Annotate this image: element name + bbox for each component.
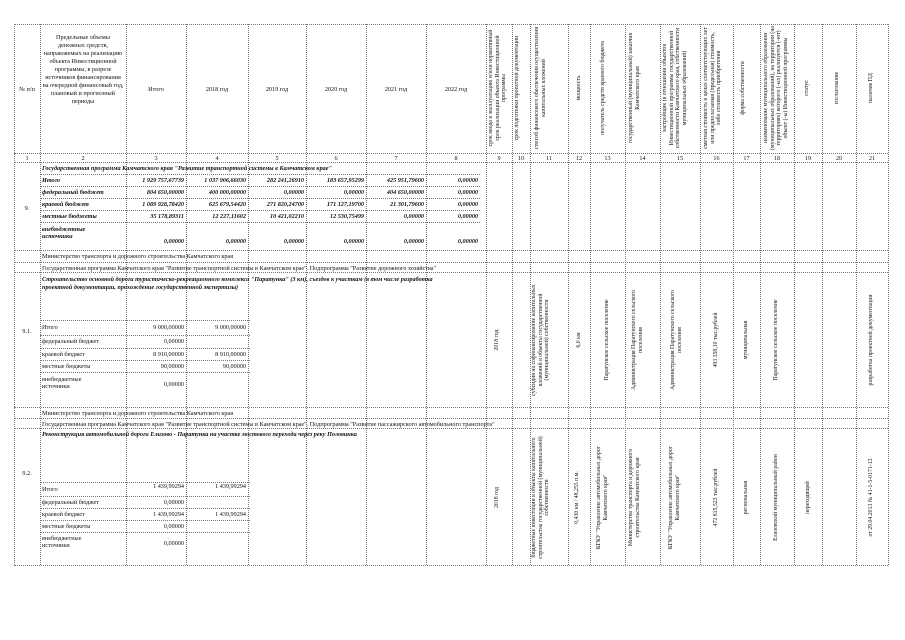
section-9-cell: 271 820,24700	[266, 201, 304, 208]
col-num: 4	[215, 155, 219, 162]
section-9-2-cell: 1 439,99294	[153, 483, 184, 490]
header-col20: согласование	[834, 71, 840, 105]
section-9-2-ownership: региональная	[743, 480, 749, 515]
section-9-cell: 21 301,79600	[389, 201, 424, 208]
header-col18: наименование муниципального образования (муниципальных образований), на территории (на территориях) которого (-ых) реализуется (-ют) объект (-ы) Инвестиционной программы	[763, 26, 789, 150]
section-9-row-label: Итого	[42, 177, 61, 184]
section-9-2-municipality: Елизовский муниципальный район	[773, 454, 779, 541]
col-num: 10	[517, 155, 525, 162]
section-9-number: 9.	[24, 205, 30, 212]
section-9-1-recipient: Паратунское сельское поселение	[604, 299, 610, 381]
section-9-1-ownership: муниципальная	[743, 320, 749, 360]
section-9-1-cell: 90,00000	[160, 363, 184, 370]
section-9-cell: 0,00000	[403, 238, 424, 245]
section-9-cell: 10 421,02210	[269, 213, 304, 220]
section-9-2-cell: 0,00000	[163, 540, 184, 547]
section-9-cell: 0,00000	[225, 238, 246, 245]
section-9-2-design-docs: от 29.04.2013 № 41-1-5-0171-13	[868, 458, 874, 537]
col-num: 1	[25, 155, 29, 162]
col-num: 8	[454, 155, 458, 162]
col-num: 20	[835, 155, 843, 162]
header-2021: 2021 год	[384, 86, 408, 93]
section-9-1-row-label: федеральный бюджет	[42, 338, 99, 345]
section-9-cell: 0,00000	[343, 238, 364, 245]
header-col14: государственный (муниципальный) заказчик Камчатского края	[628, 32, 641, 144]
section-9-row-label: краевой бюджет	[42, 201, 89, 208]
col-num: 13	[604, 155, 611, 162]
section-9-cell: 400 000,00000	[208, 189, 246, 196]
section-9-row-label: федеральный бюджет	[42, 189, 104, 196]
col-num: 6	[334, 155, 338, 162]
header-col11: способ финансового обеспечения осуществления капитальных вложений	[534, 27, 547, 149]
header-2020: 2020 год	[324, 86, 348, 93]
header-col10: срок подготовки проектной документации	[514, 35, 520, 141]
section-9-2-term: 2018 год	[494, 487, 500, 508]
header-col15: застройщик (в отношении объектов Инвестиционной программы государственной собственности Камчатского края, собственности муниципальных образований)	[662, 27, 688, 149]
section-9-1-number: 9.1.	[22, 328, 32, 335]
col-num: 9	[497, 155, 501, 162]
section-9-2-cell: 0,00000	[163, 523, 184, 530]
col-num: 2	[81, 155, 85, 162]
section-9-cell: 625 679,54420	[208, 201, 246, 208]
section-9-cell: 1 089 928,78420	[142, 201, 184, 208]
section-9-1-cell: 8 910,00000	[153, 351, 184, 358]
section-9-cell: 12 530,75499	[329, 213, 364, 220]
section-9-2-row-label: внебюджетные источники	[42, 535, 82, 549]
section-9-1-term: 2018 год	[494, 329, 500, 351]
section-9-2-title: Реконструкция автомобильной дороги Елизово - Паратунка на участке мостового перехода через реку Половинка	[42, 431, 357, 438]
section-9-cell: 35 178,89311	[150, 213, 184, 220]
program-line-2: Государственная программа Камчатского края "Развитие транспортной системы в Камчатском крае". Подпрограмма "Развитие пассажирского автомобильного транспорта"	[42, 421, 495, 428]
section-9-cell: 0,00000	[163, 238, 184, 245]
section-9-1-cell: 8 910,00000	[215, 351, 246, 358]
section-9-2-developer: КГКУ "Управление автомобильных дорог Камчатского края"	[668, 445, 681, 550]
section-9-cell: 404 650,00000	[386, 189, 424, 196]
section-9-2-cost: 472 815,523 тыс.рублей	[713, 468, 719, 527]
section-9-2-cell: 0,00000	[163, 499, 184, 506]
section-9-2-recipient: КГКУ "Управление автомобильных дорог Камчатского края"	[596, 445, 609, 550]
section-9-2-cell: 1 439,99294	[215, 483, 246, 490]
section-9-cell: 0,00000	[403, 213, 424, 220]
col-num: 3	[154, 155, 158, 162]
section-9-2-row-label: местные бюджеты	[42, 523, 91, 530]
section-9-2-cell: 1 439,99294	[215, 511, 246, 518]
header-num: № п/п	[19, 86, 35, 93]
col-num: 21	[868, 155, 876, 162]
col-num: 17	[743, 155, 750, 162]
header-col19: статус	[804, 80, 810, 96]
header-col9: срок ввода в эксплуатацию и/или нормативный срок реализации объекта Инвестиционной программы	[488, 29, 507, 147]
section-9-2-status: переходящий	[805, 481, 811, 514]
header-col12: мощность	[576, 75, 582, 101]
section-9-row-label: внебюджетные источники	[42, 226, 86, 240]
section-9-1-row-label: краевой бюджет	[42, 351, 85, 358]
section-9-2-cell: 1 439,99294	[153, 511, 184, 518]
section-9-title: Государственная программа Камчатского края "Развитие транспортной системы в Камчатском крае"	[42, 165, 332, 172]
section-9-2-row-label: Итого	[42, 486, 58, 493]
section-9-row-label: местные бюджеты	[42, 213, 97, 220]
header-funding: Предельные объемы денежных средств, направляемых на реализацию объекта Инвестиционной программы, в разрезе источников финансирования на очередной финансовый год, плановый и прогнозный периоды	[42, 34, 124, 105]
col-num: 5	[275, 155, 279, 162]
col-num: 15	[676, 155, 684, 162]
section-9-2-row-label: краевой бюджет	[42, 511, 85, 518]
section-9-1-capacity: 6,0 км	[576, 332, 582, 348]
col-num: 19	[804, 155, 812, 162]
section-9-cell: 425 951,79600	[386, 177, 424, 184]
section-9-cell: 183 657,95299	[326, 177, 364, 184]
section-9-1-row-label: внебюджетные источники	[42, 376, 82, 390]
col-num: 14	[639, 155, 646, 162]
section-9-cell: 0,00000	[343, 189, 364, 196]
header-col16: сметная стоимость в ценах соответствующих лет или предполагаемая (предельная) стоимость, либо стоимость приобретения	[703, 27, 722, 149]
section-9-1-row-label: местные бюджеты	[42, 363, 91, 370]
section-9-cell: 12 227,11602	[212, 213, 246, 220]
ministry-line-1: Министерство транспорта и дорожного строительства Камчатского края	[42, 253, 234, 260]
header-2022: 2022 год	[444, 86, 468, 93]
section-9-1-cell: 90,00000	[222, 363, 246, 370]
section-9-1-cost: 493 358,10 тыс.рублей	[713, 312, 719, 368]
col-num: 11	[546, 155, 552, 162]
section-9-cell: 0,00000	[457, 177, 478, 184]
section-9-1-customer: Администрация Паратунского сельского поселения	[631, 289, 644, 391]
section-9-1-title: Строительство основной дороги туристическо-рекреационного комплекса "Паратунка" (3 км), съездов к участкам (в том числе разработка проектной документации, прохождение государственной экспертизы)	[42, 276, 433, 291]
section-9-cell: 0,00000	[457, 213, 478, 220]
section-9-1-design-docs: разработка проектной документации	[868, 294, 874, 386]
section-9-2-row-label: федеральный бюджет	[42, 499, 99, 506]
section-9-cell: 171 127,19700	[326, 201, 364, 208]
section-9-cell: 0,00000	[457, 238, 478, 245]
header-total: Итого	[148, 86, 164, 93]
section-9-2-capacity: 0,430 км / 48,255 п.м.	[574, 471, 580, 524]
section-9-cell: 0,00000	[283, 238, 304, 245]
section-9-cell: 0,00000	[457, 189, 478, 196]
section-9-1-developer: Администрация Паратунского сельского поселения	[670, 289, 683, 391]
program-line-1: Государственная программа Камчатского края "Развитие транспортной системы в Камчатском крае". Подпрограмма "Развитие дорожного хозяйства"	[42, 265, 437, 272]
header-col21: наличие ПД	[868, 73, 874, 103]
section-9-1-cell: 9 000,00000	[215, 324, 246, 331]
section-9-1-cell: 9 000,00000	[153, 324, 184, 331]
section-9-cell: 0,00000	[457, 201, 478, 208]
section-9-cell: 0,00000	[283, 189, 304, 196]
section-9-cell: 282 241,26910	[266, 177, 304, 184]
section-9-1-row-label: Итого	[42, 324, 58, 331]
section-9-2-customer: Министерство транспорта и дорожного строительства Камчатского края	[628, 448, 641, 547]
col-num: 18	[773, 155, 781, 162]
section-9-2-financing: бюджетные инвестиции в объекты капитального строительства государственной (муниципальной) собственности	[531, 436, 550, 559]
section-9-1-cell: 0,00000	[163, 338, 184, 345]
col-num: 16	[713, 155, 720, 162]
section-9-1-municipality: Паратунское сельское поселение	[773, 299, 779, 381]
section-9-cell: 1 037 906,66030	[204, 177, 246, 184]
header-2018: 2018 год	[205, 86, 229, 93]
section-9-cell: 1 929 757,67739	[142, 177, 184, 184]
section-9-1-financing: субсидия на софинансирование капитальных вложений в объекты государственной (муниципальной) собственности	[531, 284, 550, 396]
header-2019: 2019 год	[265, 86, 289, 93]
ministry-line-2: Министерство транспорта и дорожного строительства Камчатского края	[42, 410, 234, 417]
section-9-cell: 804 650,00000	[146, 189, 184, 196]
col-num: 7	[394, 155, 398, 162]
section-9-1-cell: 0,00000	[163, 381, 184, 388]
header-col13: получатель средств краевого бюджета	[600, 41, 606, 136]
section-9-2-number: 9.2.	[22, 470, 32, 477]
col-num: 12	[575, 155, 583, 162]
header-col17: форма собственности	[740, 61, 746, 115]
